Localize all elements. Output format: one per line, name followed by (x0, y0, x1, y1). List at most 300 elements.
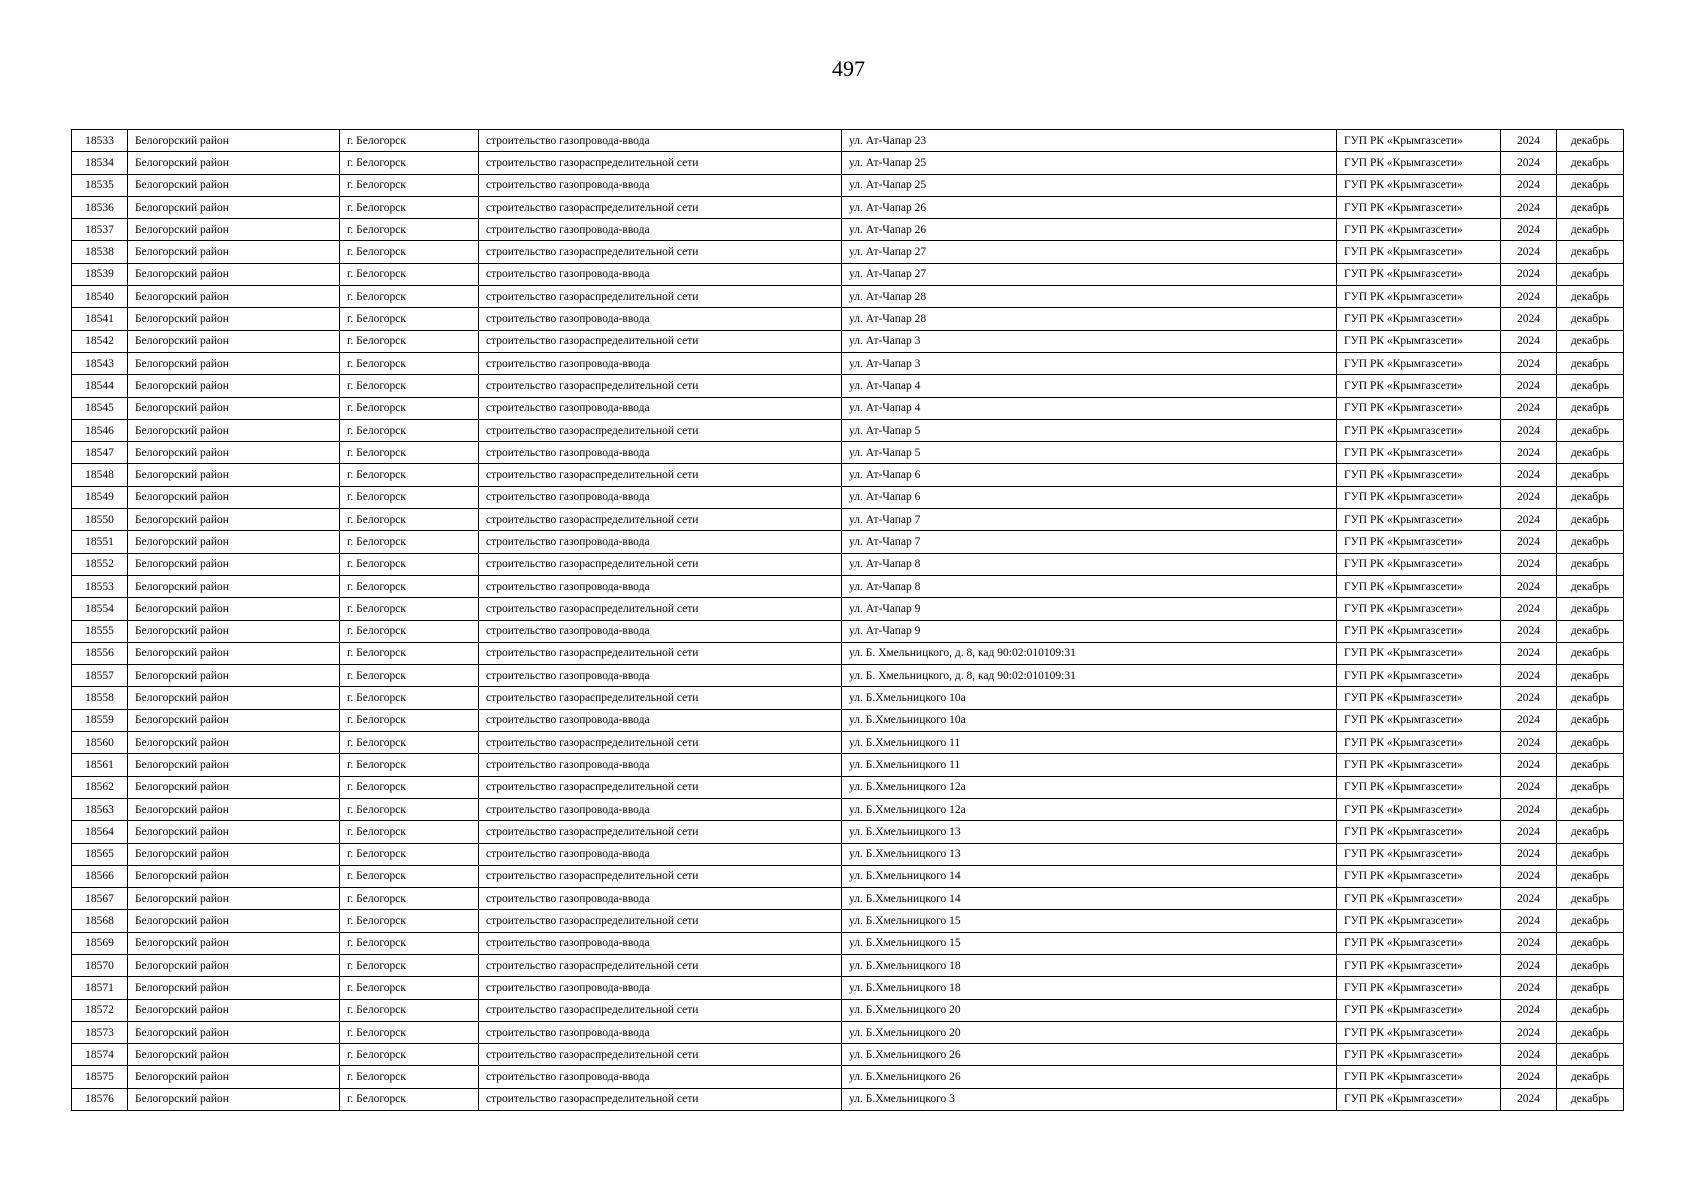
cell-address: ул. Б.Хмельницкого 15 (842, 910, 1337, 932)
table-row (72, 286, 1624, 308)
cell-address: ул. Ат-Чапар 3 (842, 352, 1337, 374)
cell-month: декабрь (1557, 219, 1624, 241)
cell-month: декабрь (1557, 687, 1624, 709)
table-row (72, 575, 1624, 597)
cell-month: декабрь (1557, 397, 1624, 419)
cell-work-type: строительство газораспределительной сети (479, 865, 842, 887)
cell-address: ул. Ат-Чапар 5 (842, 419, 1337, 441)
cell-month: декабрь (1557, 196, 1624, 218)
cell-record-number: 18573 (72, 1021, 128, 1043)
cell-work-type: строительство газораспределительной сети (479, 419, 842, 441)
cell-record-number: 18551 (72, 531, 128, 553)
cell-year: 2024 (1501, 241, 1557, 263)
cell-month: декабрь (1557, 308, 1624, 330)
cell-month: декабрь (1557, 843, 1624, 865)
cell-district: Белогорский район (128, 665, 340, 687)
cell-record-number: 18565 (72, 843, 128, 865)
cell-work-type: строительство газораспределительной сети (479, 954, 842, 976)
cell-month: декабрь (1557, 977, 1624, 999)
cell-district: Белогорский район (128, 241, 340, 263)
table-row (72, 709, 1624, 731)
cell-month: декабрь (1557, 776, 1624, 798)
table-row (72, 486, 1624, 508)
cell-city: г. Белогорск (340, 375, 479, 397)
cell-organization: ГУП РК «Крымгазсети» (1337, 464, 1501, 486)
cell-year: 2024 (1501, 954, 1557, 976)
cell-organization: ГУП РК «Крымгазсети» (1337, 330, 1501, 352)
cell-record-number: 18575 (72, 1066, 128, 1088)
cell-city: г. Белогорск (340, 286, 479, 308)
cell-district: Белогорский район (128, 932, 340, 954)
cell-organization: ГУП РК «Крымгазсети» (1337, 1044, 1501, 1066)
cell-year: 2024 (1501, 1044, 1557, 1066)
cell-address: ул. Б.Хмельницкого 14 (842, 888, 1337, 910)
cell-year: 2024 (1501, 642, 1557, 664)
cell-organization: ГУП РК «Крымгазсети» (1337, 776, 1501, 798)
cell-address: ул. Ат-Чапар 4 (842, 397, 1337, 419)
cell-city: г. Белогорск (340, 642, 479, 664)
cell-organization: ГУП РК «Крымгазсети» (1337, 732, 1501, 754)
cell-record-number: 18534 (72, 152, 128, 174)
cell-organization: ГУП РК «Крымгазсети» (1337, 286, 1501, 308)
cell-year: 2024 (1501, 687, 1557, 709)
cell-city: г. Белогорск (340, 865, 479, 887)
cell-month: декабрь (1557, 575, 1624, 597)
cell-month: декабрь (1557, 709, 1624, 731)
cell-address: ул. Б.Хмельницкого 26 (842, 1066, 1337, 1088)
cell-address: ул. Б.Хмельницкого 10а (842, 687, 1337, 709)
cell-district: Белогорский район (128, 174, 340, 196)
cell-year: 2024 (1501, 286, 1557, 308)
cell-record-number: 18561 (72, 754, 128, 776)
cell-year: 2024 (1501, 397, 1557, 419)
cell-address: ул. Б. Хмельницкого, д. 8, кад 90:02:010109:31 (842, 665, 1337, 687)
cell-address: ул. Ат-Чапар 8 (842, 553, 1337, 575)
table-row (72, 553, 1624, 575)
cell-address: ул. Ат-Чапар 25 (842, 174, 1337, 196)
cell-city: г. Белогорск (340, 732, 479, 754)
cell-address: ул. Б.Хмельницкого 18 (842, 977, 1337, 999)
cell-year: 2024 (1501, 665, 1557, 687)
table-row (72, 932, 1624, 954)
cell-address: ул. Б.Хмельницкого 20 (842, 1021, 1337, 1043)
cell-work-type: строительство газораспределительной сети (479, 286, 842, 308)
cell-city: г. Белогорск (340, 687, 479, 709)
table-row (72, 687, 1624, 709)
cell-address: ул. Ат-Чапар 8 (842, 575, 1337, 597)
cell-city: г. Белогорск (340, 888, 479, 910)
cell-address: ул. Ат-Чапар 7 (842, 509, 1337, 531)
cell-city: г. Белогорск (340, 219, 479, 241)
cell-address: ул. Ат-Чапар 26 (842, 219, 1337, 241)
cell-month: декабрь (1557, 642, 1624, 664)
cell-city: г. Белогорск (340, 932, 479, 954)
cell-organization: ГУП РК «Крымгазсети» (1337, 910, 1501, 932)
table-row (72, 888, 1624, 910)
cell-city: г. Белогорск (340, 999, 479, 1021)
cell-work-type: строительство газопровода-ввода (479, 174, 842, 196)
cell-organization: ГУП РК «Крымгазсети» (1337, 865, 1501, 887)
cell-district: Белогорский район (128, 464, 340, 486)
cell-organization: ГУП РК «Крымгазсети» (1337, 932, 1501, 954)
cell-year: 2024 (1501, 798, 1557, 820)
cell-work-type: строительство газораспределительной сети (479, 196, 842, 218)
cell-record-number: 18537 (72, 219, 128, 241)
cell-record-number: 18576 (72, 1088, 128, 1110)
cell-organization: ГУП РК «Крымгазсети» (1337, 665, 1501, 687)
cell-district: Белогорский район (128, 486, 340, 508)
cell-organization: ГУП РК «Крымгазсети» (1337, 130, 1501, 152)
cell-year: 2024 (1501, 509, 1557, 531)
cell-address: ул. Б.Хмельницкого 26 (842, 1044, 1337, 1066)
cell-city: г. Белогорск (340, 1021, 479, 1043)
cell-organization: ГУП РК «Крымгазсети» (1337, 553, 1501, 575)
table-row (72, 1066, 1624, 1088)
cell-organization: ГУП РК «Крымгазсети» (1337, 1088, 1501, 1110)
table-row (72, 442, 1624, 464)
cell-record-number: 18544 (72, 375, 128, 397)
cell-address: ул. Ат-Чапар 6 (842, 486, 1337, 508)
cell-city: г. Белогорск (340, 486, 479, 508)
cell-city: г. Белогорск (340, 464, 479, 486)
cell-city: г. Белогорск (340, 843, 479, 865)
cell-address: ул. Ат-Чапар 4 (842, 375, 1337, 397)
cell-record-number: 18574 (72, 1044, 128, 1066)
cell-city: г. Белогорск (340, 308, 479, 330)
cell-month: декабрь (1557, 509, 1624, 531)
cell-district: Белогорский район (128, 286, 340, 308)
cell-district: Белогорский район (128, 999, 340, 1021)
cell-work-type: строительство газопровода-ввода (479, 219, 842, 241)
cell-district: Белогорский район (128, 1021, 340, 1043)
cell-year: 2024 (1501, 754, 1557, 776)
table-row (72, 196, 1624, 218)
cell-address: ул. Б. Хмельницкого, д. 8, кад 90:02:010109:31 (842, 642, 1337, 664)
cell-address: ул. Б.Хмельницкого 14 (842, 865, 1337, 887)
cell-organization: ГУП РК «Крымгазсети» (1337, 977, 1501, 999)
cell-organization: ГУП РК «Крымгазсети» (1337, 308, 1501, 330)
cell-address: ул. Б.Хмельницкого 12а (842, 798, 1337, 820)
cell-year: 2024 (1501, 308, 1557, 330)
cell-address: ул. Б.Хмельницкого 12а (842, 776, 1337, 798)
cell-address: ул. Ат-Чапар 5 (842, 442, 1337, 464)
cell-work-type: строительство газораспределительной сети (479, 1088, 842, 1110)
cell-city: г. Белогорск (340, 954, 479, 976)
cell-address: ул. Ат-Чапар 23 (842, 130, 1337, 152)
cell-address: ул. Ат-Чапар 28 (842, 308, 1337, 330)
cell-work-type: строительство газораспределительной сети (479, 642, 842, 664)
table-row (72, 954, 1624, 976)
cell-organization: ГУП РК «Крымгазсети» (1337, 152, 1501, 174)
table-row (72, 798, 1624, 820)
cell-month: декабрь (1557, 910, 1624, 932)
cell-city: г. Белогорск (340, 754, 479, 776)
cell-record-number: 18542 (72, 330, 128, 352)
cell-work-type: строительство газопровода-ввода (479, 932, 842, 954)
cell-record-number: 18558 (72, 687, 128, 709)
cell-city: г. Белогорск (340, 910, 479, 932)
cell-month: декабрь (1557, 531, 1624, 553)
cell-district: Белогорский район (128, 776, 340, 798)
cell-organization: ГУП РК «Крымгазсети» (1337, 798, 1501, 820)
cell-city: г. Белогорск (340, 196, 479, 218)
cell-city: г. Белогорск (340, 620, 479, 642)
table-row (72, 219, 1624, 241)
cell-year: 2024 (1501, 553, 1557, 575)
cell-work-type: строительство газопровода-ввода (479, 486, 842, 508)
cell-organization: ГУП РК «Крымгазсети» (1337, 531, 1501, 553)
cell-work-type: строительство газопровода-ввода (479, 754, 842, 776)
cell-organization: ГУП РК «Крымгазсети» (1337, 1021, 1501, 1043)
cell-district: Белогорский район (128, 553, 340, 575)
cell-record-number: 18560 (72, 732, 128, 754)
cell-district: Белогорский район (128, 687, 340, 709)
cell-work-type: строительство газораспределительной сети (479, 598, 842, 620)
cell-month: декабрь (1557, 798, 1624, 820)
cell-month: декабрь (1557, 241, 1624, 263)
cell-year: 2024 (1501, 130, 1557, 152)
cell-work-type: строительство газопровода-ввода (479, 308, 842, 330)
cell-year: 2024 (1501, 732, 1557, 754)
cell-month: декабрь (1557, 553, 1624, 575)
cell-district: Белогорский район (128, 954, 340, 976)
cell-work-type: строительство газопровода-ввода (479, 620, 842, 642)
cell-district: Белогорский район (128, 531, 340, 553)
cell-month: декабрь (1557, 665, 1624, 687)
cell-address: ул. Ат-Чапар 27 (842, 263, 1337, 285)
cell-work-type: строительство газораспределительной сети (479, 999, 842, 1021)
cell-city: г. Белогорск (340, 352, 479, 374)
cell-organization: ГУП РК «Крымгазсети» (1337, 263, 1501, 285)
cell-month: декабрь (1557, 888, 1624, 910)
cell-city: г. Белогорск (340, 509, 479, 531)
cell-year: 2024 (1501, 977, 1557, 999)
cell-year: 2024 (1501, 1021, 1557, 1043)
cell-district: Белогорский район (128, 865, 340, 887)
cell-month: декабрь (1557, 1044, 1624, 1066)
table-row (72, 843, 1624, 865)
cell-address: ул. Б.Хмельницкого 20 (842, 999, 1337, 1021)
cell-year: 2024 (1501, 776, 1557, 798)
table-row (72, 263, 1624, 285)
cell-work-type: строительство газопровода-ввода (479, 397, 842, 419)
cell-year: 2024 (1501, 219, 1557, 241)
table-row (72, 999, 1624, 1021)
cell-district: Белогорский район (128, 442, 340, 464)
cell-district: Белогорский район (128, 620, 340, 642)
cell-record-number: 18559 (72, 709, 128, 731)
cell-record-number: 18571 (72, 977, 128, 999)
cell-city: г. Белогорск (340, 776, 479, 798)
cell-address: ул. Б.Хмельницкого 13 (842, 821, 1337, 843)
cell-record-number: 18540 (72, 286, 128, 308)
cell-month: декабрь (1557, 464, 1624, 486)
cell-organization: ГУП РК «Крымгазсети» (1337, 1066, 1501, 1088)
cell-district: Белогорский район (128, 888, 340, 910)
cell-month: декабрь (1557, 932, 1624, 954)
table-row (72, 464, 1624, 486)
cell-address: ул. Б.Хмельницкого 15 (842, 932, 1337, 954)
cell-city: г. Белогорск (340, 665, 479, 687)
cell-city: г. Белогорск (340, 130, 479, 152)
cell-organization: ГУП РК «Крымгазсети» (1337, 442, 1501, 464)
table-row (72, 977, 1624, 999)
registry-table (71, 129, 1624, 1111)
cell-organization: ГУП РК «Крымгазсети» (1337, 375, 1501, 397)
cell-work-type: строительство газораспределительной сети (479, 821, 842, 843)
cell-month: декабрь (1557, 732, 1624, 754)
cell-organization: ГУП РК «Крымгазсети» (1337, 821, 1501, 843)
cell-address: ул. Б.Хмельницкого 11 (842, 732, 1337, 754)
cell-organization: ГУП РК «Крымгазсети» (1337, 486, 1501, 508)
cell-city: г. Белогорск (340, 821, 479, 843)
cell-district: Белогорский район (128, 1044, 340, 1066)
cell-address: ул. Ат-Чапар 27 (842, 241, 1337, 263)
cell-year: 2024 (1501, 419, 1557, 441)
cell-address: ул. Б.Хмельницкого 11 (842, 754, 1337, 776)
cell-district: Белогорский район (128, 263, 340, 285)
cell-organization: ГУП РК «Крымгазсети» (1337, 754, 1501, 776)
cell-record-number: 18563 (72, 798, 128, 820)
cell-year: 2024 (1501, 910, 1557, 932)
cell-work-type: строительство газопровода-ввода (479, 843, 842, 865)
cell-month: декабрь (1557, 598, 1624, 620)
cell-year: 2024 (1501, 196, 1557, 218)
cell-district: Белогорский район (128, 1066, 340, 1088)
cell-month: декабрь (1557, 620, 1624, 642)
cell-year: 2024 (1501, 821, 1557, 843)
table-row (72, 397, 1624, 419)
cell-record-number: 18557 (72, 665, 128, 687)
cell-address: ул. Б.Хмельницкого 13 (842, 843, 1337, 865)
table-row (72, 531, 1624, 553)
cell-record-number: 18567 (72, 888, 128, 910)
cell-address: ул. Ат-Чапар 26 (842, 196, 1337, 218)
cell-record-number: 18539 (72, 263, 128, 285)
cell-year: 2024 (1501, 486, 1557, 508)
cell-month: декабрь (1557, 130, 1624, 152)
cell-month: декабрь (1557, 286, 1624, 308)
table-row (72, 419, 1624, 441)
cell-record-number: 18543 (72, 352, 128, 374)
table-row (72, 308, 1624, 330)
table-row (72, 152, 1624, 174)
table-row (72, 865, 1624, 887)
cell-organization: ГУП РК «Крымгазсети» (1337, 241, 1501, 263)
cell-district: Белогорский район (128, 598, 340, 620)
registry-table-body (72, 130, 1624, 1111)
cell-city: г. Белогорск (340, 174, 479, 196)
cell-work-type: строительство газопровода-ввода (479, 575, 842, 597)
cell-record-number: 18550 (72, 509, 128, 531)
cell-month: декабрь (1557, 442, 1624, 464)
cell-organization: ГУП РК «Крымгазсети» (1337, 999, 1501, 1021)
cell-year: 2024 (1501, 330, 1557, 352)
cell-year: 2024 (1501, 352, 1557, 374)
cell-organization: ГУП РК «Крымгазсети» (1337, 196, 1501, 218)
cell-city: г. Белогорск (340, 397, 479, 419)
cell-organization: ГУП РК «Крымгазсети» (1337, 687, 1501, 709)
cell-city: г. Белогорск (340, 575, 479, 597)
cell-record-number: 18562 (72, 776, 128, 798)
cell-work-type: строительство газопровода-ввода (479, 352, 842, 374)
cell-district: Белогорский район (128, 375, 340, 397)
cell-district: Белогорский район (128, 219, 340, 241)
cell-year: 2024 (1501, 375, 1557, 397)
cell-address: ул. Ат-Чапар 9 (842, 620, 1337, 642)
cell-district: Белогорский район (128, 152, 340, 174)
table-row (72, 642, 1624, 664)
cell-record-number: 18570 (72, 954, 128, 976)
cell-month: декабрь (1557, 330, 1624, 352)
cell-work-type: строительство газопровода-ввода (479, 531, 842, 553)
cell-organization: ГУП РК «Крымгазсети» (1337, 419, 1501, 441)
cell-district: Белогорский район (128, 798, 340, 820)
cell-address: ул. Ат-Чапар 7 (842, 531, 1337, 553)
cell-record-number: 18541 (72, 308, 128, 330)
table-row (72, 821, 1624, 843)
cell-work-type: строительство газораспределительной сети (479, 732, 842, 754)
cell-city: г. Белогорск (340, 152, 479, 174)
table-row (72, 130, 1624, 152)
table-row (72, 598, 1624, 620)
cell-organization: ГУП РК «Крымгазсети» (1337, 598, 1501, 620)
table-row (72, 732, 1624, 754)
cell-work-type: строительство газопровода-ввода (479, 1066, 842, 1088)
cell-record-number: 18564 (72, 821, 128, 843)
cell-address: ул. Ат-Чапар 28 (842, 286, 1337, 308)
cell-district: Белогорский район (128, 397, 340, 419)
cell-city: г. Белогорск (340, 1088, 479, 1110)
cell-year: 2024 (1501, 620, 1557, 642)
cell-city: г. Белогорск (340, 241, 479, 263)
cell-address: ул. Б.Хмельницкого 3 (842, 1088, 1337, 1110)
cell-address: ул. Б.Хмельницкого 10а (842, 709, 1337, 731)
cell-work-type: строительство газопровода-ввода (479, 442, 842, 464)
table-row (72, 620, 1624, 642)
cell-month: декабрь (1557, 865, 1624, 887)
cell-month: декабрь (1557, 999, 1624, 1021)
cell-year: 2024 (1501, 865, 1557, 887)
cell-address: ул. Ат-Чапар 6 (842, 464, 1337, 486)
cell-address: ул. Б.Хмельницкого 18 (842, 954, 1337, 976)
cell-year: 2024 (1501, 152, 1557, 174)
cell-record-number: 18549 (72, 486, 128, 508)
cell-month: декабрь (1557, 152, 1624, 174)
cell-year: 2024 (1501, 464, 1557, 486)
cell-address: ул. Ат-Чапар 25 (842, 152, 1337, 174)
table-row (72, 330, 1624, 352)
cell-city: г. Белогорск (340, 709, 479, 731)
cell-city: г. Белогорск (340, 330, 479, 352)
table-row (72, 352, 1624, 374)
cell-district: Белогорский район (128, 732, 340, 754)
cell-organization: ГУП РК «Крымгазсети» (1337, 575, 1501, 597)
cell-organization: ГУП РК «Крымгазсети» (1337, 352, 1501, 374)
cell-month: декабрь (1557, 954, 1624, 976)
cell-city: г. Белогорск (340, 442, 479, 464)
cell-year: 2024 (1501, 1066, 1557, 1088)
table-row (72, 375, 1624, 397)
cell-work-type: строительство газораспределительной сети (479, 1044, 842, 1066)
cell-year: 2024 (1501, 442, 1557, 464)
cell-city: г. Белогорск (340, 419, 479, 441)
cell-record-number: 18552 (72, 553, 128, 575)
cell-district: Белогорский район (128, 1088, 340, 1110)
cell-month: декабрь (1557, 419, 1624, 441)
cell-city: г. Белогорск (340, 798, 479, 820)
cell-work-type: строительство газопровода-ввода (479, 977, 842, 999)
